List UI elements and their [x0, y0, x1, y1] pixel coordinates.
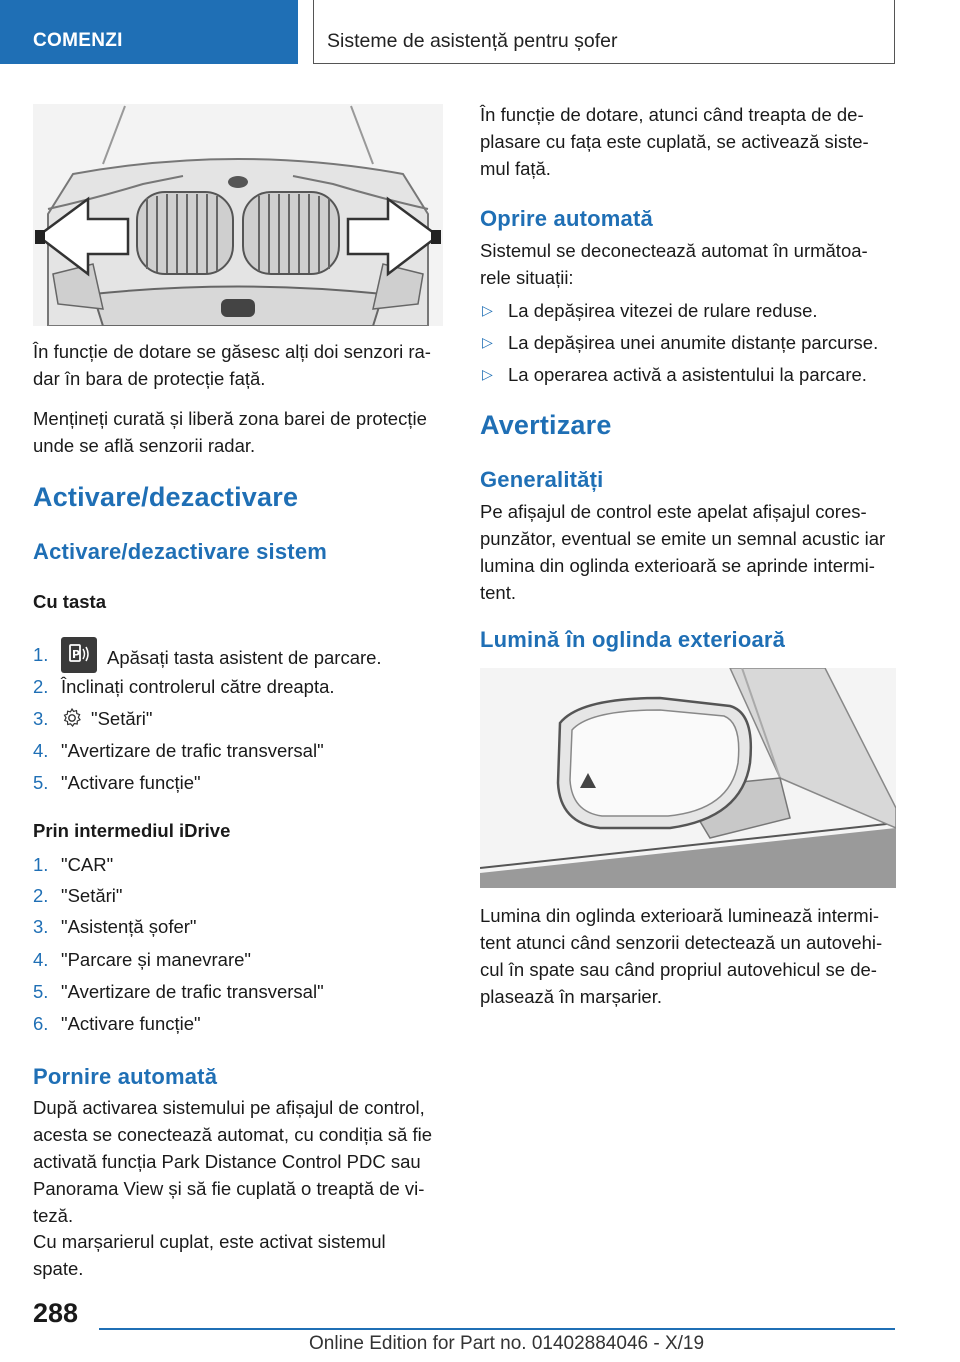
- left-para1-line1: În funcție de dotare se găsesc alți doi senzori ra-: [33, 341, 431, 362]
- generalitati-paragraph: [480, 498, 896, 606]
- mirror-svg: [480, 668, 896, 888]
- left-para1: [33, 338, 443, 392]
- step-content: [61, 641, 382, 677]
- step-number: 4.: [33, 740, 49, 761]
- left-para1-line2: dar în bara de protecție față.: [33, 368, 266, 389]
- step-number: 2.: [33, 676, 49, 697]
- heading-activare: Activare/dezactivare: [33, 482, 299, 512]
- mars-line: spate.: [33, 1258, 84, 1279]
- bullet-icon: ▷: [482, 302, 493, 318]
- gear-icon: [61, 707, 83, 729]
- step-number: 6.: [33, 1013, 49, 1034]
- step-number: 1.: [33, 644, 49, 665]
- bullet-icon: ▷: [482, 366, 493, 382]
- step-text: "Avertizare de trafic transversal": [61, 981, 324, 1002]
- pornire-line: Panorama View și să fie cuplată o treaptă de vi-: [33, 1178, 425, 1199]
- bullet-text: La depășirea unei anumite distanțe parcurse.: [508, 332, 879, 353]
- step-text: "Parcare și manevrare": [61, 949, 251, 970]
- step-text: "Asistență șofer": [61, 916, 197, 937]
- left-para2-line1: Mențineți curată și liberă zona barei de protecție: [33, 408, 427, 429]
- gen-line: punzător, eventual se emite un semnal acustic iar: [480, 528, 886, 549]
- footer-divider: [99, 1328, 895, 1330]
- mars-paragraph: [33, 1228, 443, 1282]
- pornire-line: acesta se conectează automat, cu condiția să fie: [33, 1124, 433, 1145]
- bullet-icon: ▷: [482, 334, 493, 350]
- bullet-text: La depășirea vitezei de rulare reduse.: [508, 300, 818, 321]
- lumina-line: cul în spate sau când propriul autovehicul se de-: [480, 959, 877, 980]
- heading-generalitati: Generalități: [480, 467, 604, 492]
- intro-line: mul față.: [480, 158, 551, 179]
- lumina-line: plasează în marșarier.: [480, 986, 663, 1007]
- heading-avertizare: Avertizare: [480, 410, 612, 440]
- heading-pornire: Pornire automată: [33, 1064, 218, 1089]
- step-text: "CAR": [61, 854, 114, 875]
- step-number: 4.: [33, 949, 49, 970]
- step-content: [61, 705, 152, 732]
- gen-line: lumina din oglinda exterioară se aprinde intermi-: [480, 555, 875, 576]
- oprire-line: Sistemul se deconectează automat în următoa-: [480, 240, 868, 261]
- step-text: "Setări": [61, 885, 123, 906]
- step-number: 2.: [33, 885, 49, 906]
- right-intro: [480, 101, 896, 182]
- step-text: Apăsați tasta asistent de parcare.: [107, 646, 382, 668]
- left-para2-line2: unde se află senzorii radar.: [33, 435, 256, 456]
- gen-line: tent.: [480, 582, 516, 603]
- step-number: 3.: [33, 916, 49, 937]
- bullet-text: La operarea activă a asistentului la parcare.: [508, 364, 867, 385]
- mars-line: Cu marșarierul cuplat, este activat sistemul: [33, 1231, 386, 1252]
- pornire-line: teză.: [33, 1205, 74, 1226]
- step-number: 1.: [33, 854, 49, 875]
- lumina-line: Lumina din oglinda exterioară luminează intermi-: [480, 905, 879, 926]
- lumina-line: tent atunci când senzorii detectează un autovehi-: [480, 932, 883, 953]
- header-section: COMENZI: [0, 0, 298, 64]
- heading-cu-tasta: Cu tasta: [33, 591, 106, 612]
- step-number: 5.: [33, 981, 49, 1002]
- step-text: "Avertizare de trafic transversal": [61, 740, 324, 761]
- heading-oprire: Oprire automată: [480, 206, 653, 231]
- page-number: 288: [33, 1298, 79, 1328]
- car-front-svg: [33, 104, 443, 326]
- step-number: 3.: [33, 708, 49, 729]
- heading-lumina: Lumină în oglinda exterioară: [480, 627, 786, 652]
- pornire-line: După activarea sistemului pe afișajul de control,: [33, 1097, 425, 1118]
- step-text: "Activare funcție": [61, 1013, 201, 1034]
- oprire-line: rele situații:: [480, 267, 574, 288]
- heading-idrive: Prin intermediul iDrive: [33, 820, 231, 841]
- svg-text:P: P: [72, 648, 81, 661]
- oprire-paragraph: [480, 237, 896, 291]
- mirror-illustration: [480, 668, 896, 888]
- gen-line: Pe afișajul de control este apelat afișajul cores-: [480, 501, 867, 522]
- step-text: Înclinați controlerul către dreapta.: [61, 676, 335, 697]
- lumina-paragraph: [480, 902, 896, 1010]
- pornire-paragraph: [33, 1094, 443, 1229]
- intro-line: În funcție de dotare, atunci când treapta de de-: [480, 104, 864, 125]
- left-para2: [33, 405, 443, 459]
- heading-activare-sistem: Activare/dezactivare sistem: [33, 539, 328, 564]
- step-text: "Setări": [91, 708, 153, 729]
- header-title: Sisteme de asistență pentru șofer: [313, 0, 895, 64]
- step-number: 5.: [33, 772, 49, 793]
- park-assist-key-icon: [61, 637, 97, 673]
- car-front-illustration: [33, 104, 443, 326]
- footer-edition: Online Edition for Part no. 01402884046 - X/19: [309, 1333, 705, 1354]
- step-text: "Activare funcție": [61, 772, 201, 793]
- intro-line: plasare cu fața este cuplată, se activează siste-: [480, 131, 869, 152]
- pornire-line: activată funcția Park Distance Control PDC sau: [33, 1151, 421, 1172]
